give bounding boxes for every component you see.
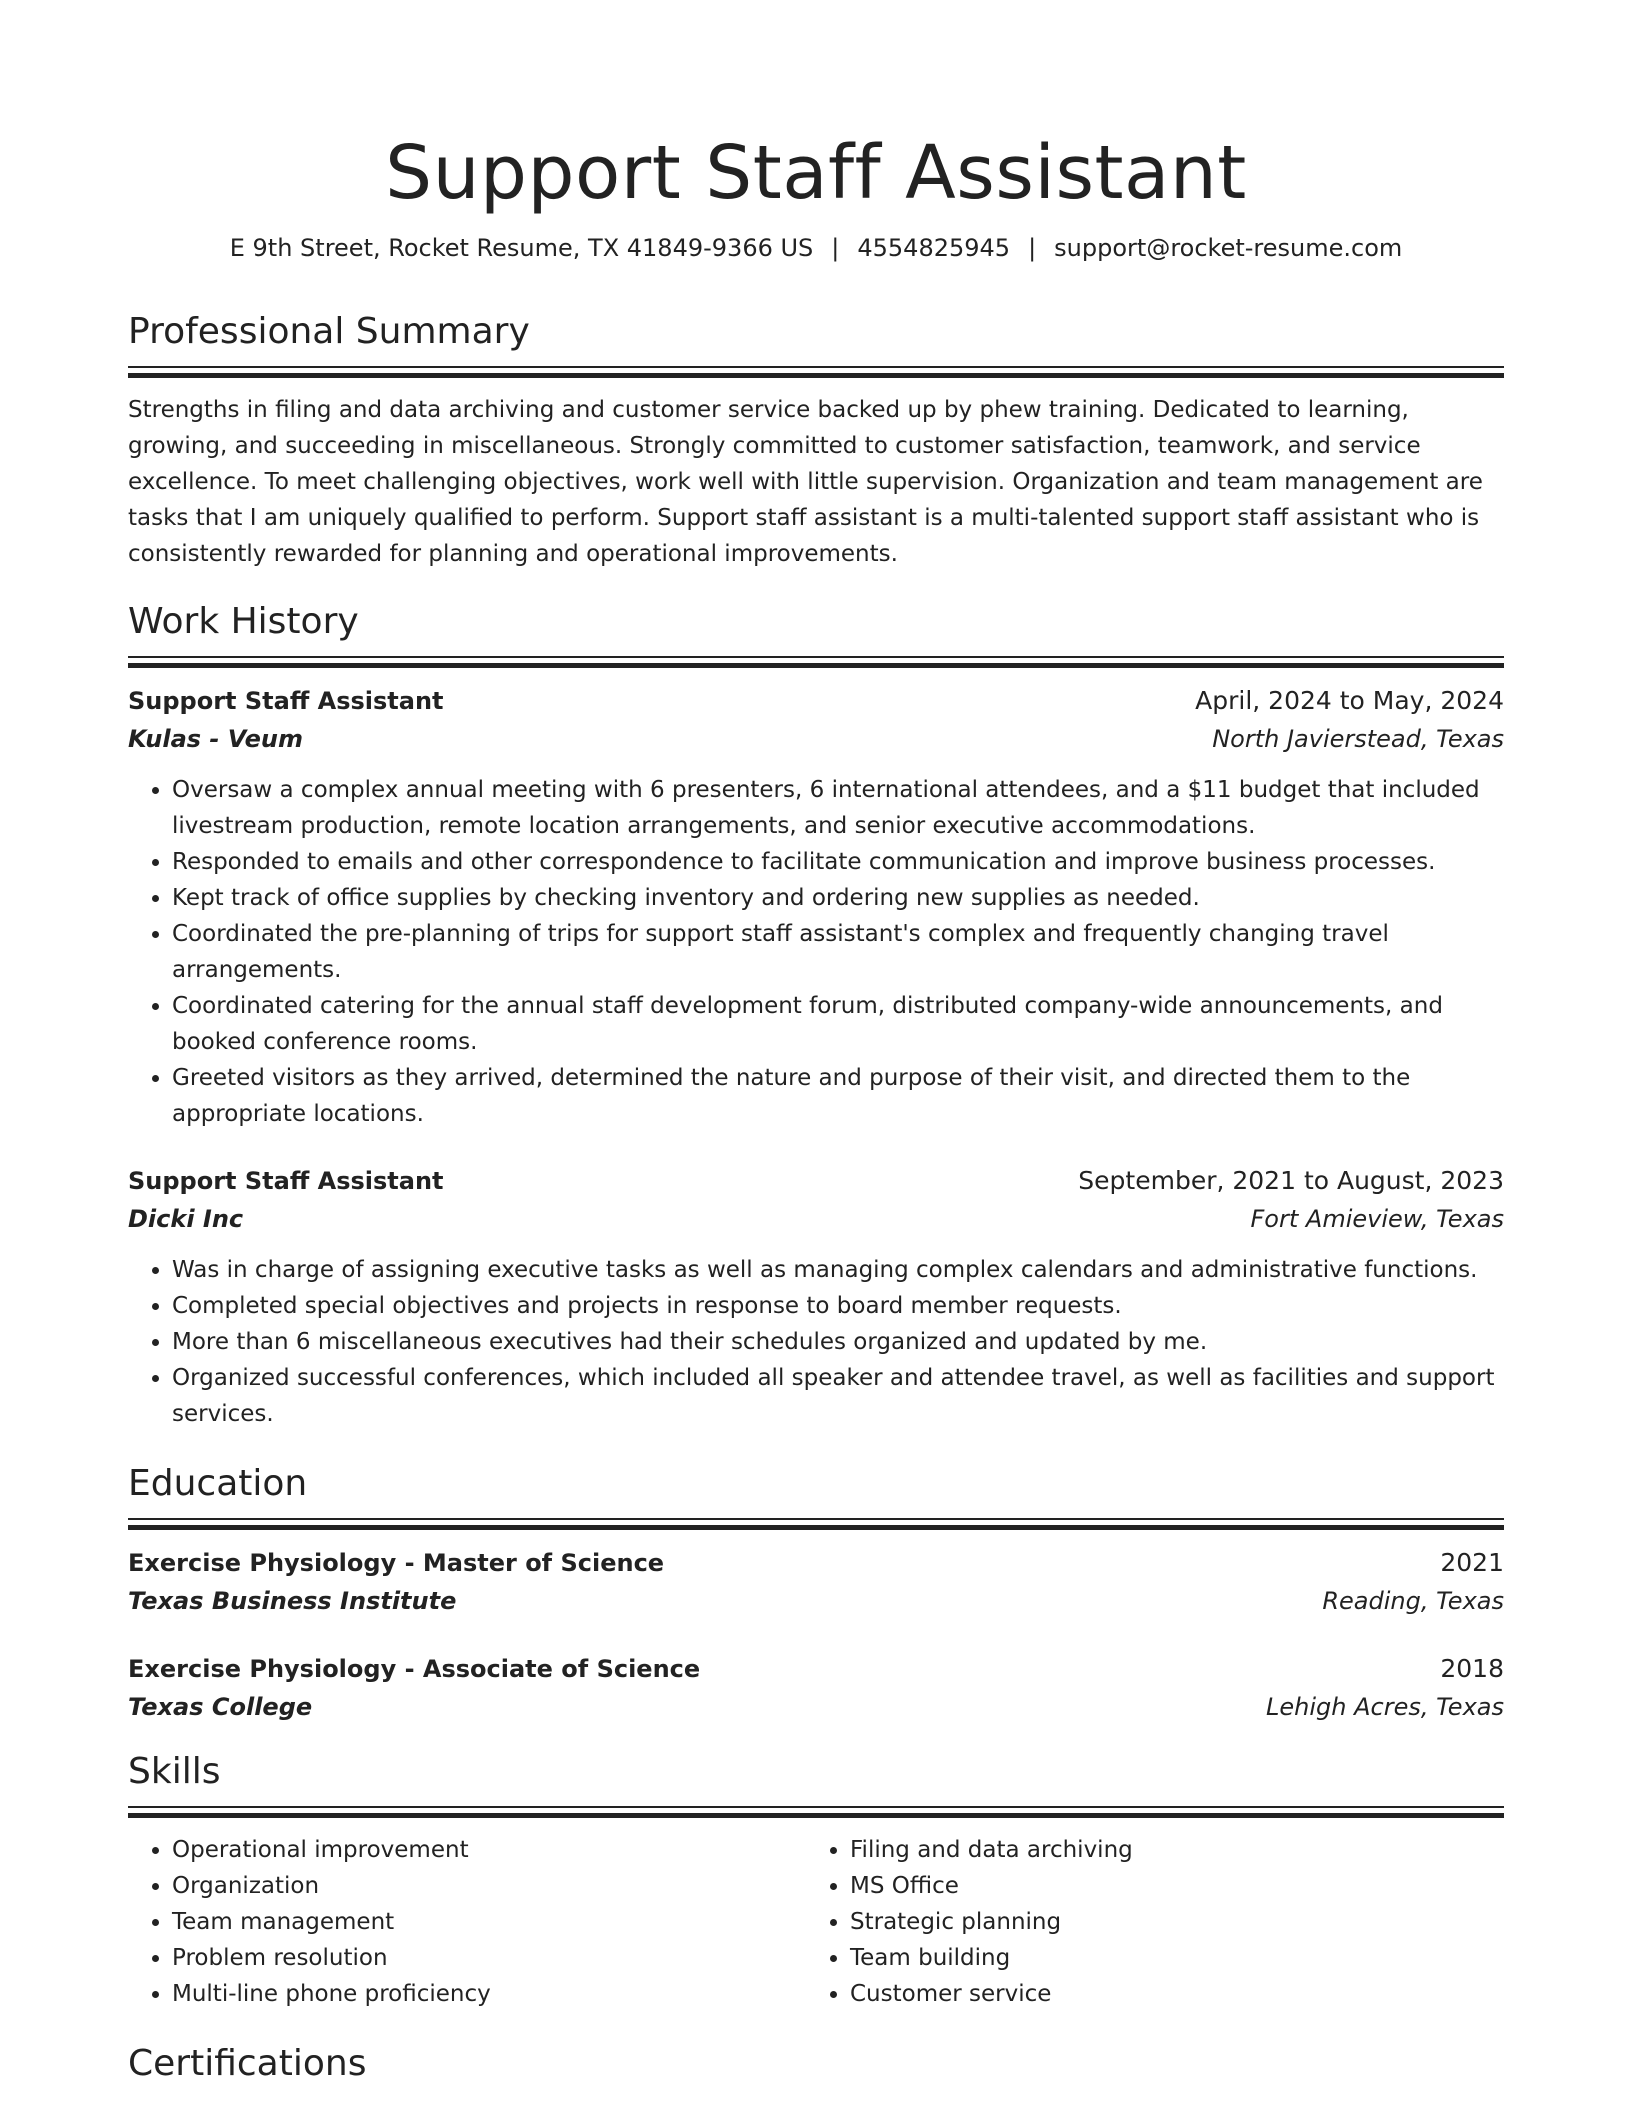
contact-address: E 9th Street, Rocket Resume, TX 41849-9366 US bbox=[229, 234, 814, 262]
contact-phone: 4554825945 bbox=[857, 234, 1011, 262]
summary-section bbox=[128, 308, 1504, 572]
section-title-certifications: Certifications bbox=[128, 2043, 367, 2084]
job-location: Fort Amieview, Texas bbox=[1250, 1205, 1504, 1233]
job-dates: April, 2024 to May, 2024 bbox=[1195, 686, 1504, 715]
job-entry bbox=[128, 682, 1504, 1132]
job-bullet: • Oversaw a complex annual meeting with 6 presenters, 6 international attendees, and a $11 budget that included livestream production, remote location arrangements, and senior executive accommodations. bbox=[172, 772, 1504, 844]
candidate-name: Support Staff Assistant bbox=[385, 130, 1247, 216]
job-company: Kulas - Veum bbox=[128, 725, 303, 753]
education-year: 2021 bbox=[1440, 1548, 1504, 1577]
skills-list bbox=[128, 1832, 1504, 2012]
education-entry bbox=[128, 1544, 1504, 1620]
job-bullet: • Completed special objectives and projects in response to board member requests. bbox=[172, 1288, 1504, 1324]
education-entry bbox=[128, 1650, 1504, 1726]
skills-column-left bbox=[128, 1832, 806, 2012]
job-bullet: • Kept track of office supplies by checking inventory and ordering new supplies as needed. bbox=[172, 880, 1504, 916]
job-bullet: • Coordinated catering for the annual staff development forum, distributed company-wide announcements, and booked conference rooms. bbox=[172, 988, 1504, 1060]
education-school: Texas Business Institute bbox=[128, 1587, 457, 1615]
job-entry bbox=[128, 1162, 1504, 1432]
education-degree: Exercise Physiology - Associate of Science bbox=[128, 1655, 701, 1683]
job-bullets bbox=[128, 1252, 1504, 1432]
job-bullet: • Responded to emails and other correspondence to facilitate communication and improve business processes. bbox=[172, 844, 1504, 880]
skill-item: • Strategic planning bbox=[850, 1904, 1484, 1940]
skill-item: • Multi-line phone proficiency bbox=[172, 1976, 806, 2012]
skill-item: • Operational improvement bbox=[172, 1832, 806, 1868]
certifications-section bbox=[128, 2040, 1504, 2088]
skill-item: • Team management bbox=[172, 1904, 806, 1940]
resume-page bbox=[128, 0, 1504, 2088]
summary-text: Strengths in filing and data archiving and customer service backed up by phew training. Dedicated to learning, growing, and succeeding in miscellaneous. Strongly committed to customer satisfaction, teamwork, and service excellence. To meet challenging objectives, work well with little supervision. Organization and team management are tasks that I am uniquely qualified to perform. Support staff assistant is a multi-talented support staff assistant who is consistently rewarded for planning and operational improvements. bbox=[128, 397, 1483, 567]
education-section bbox=[128, 1460, 1504, 1726]
job-company: Dicki Inc bbox=[128, 1205, 244, 1233]
job-bullet: • Organized successful conferences, which included all speaker and attendee travel, as well as facilities and support services. bbox=[172, 1360, 1504, 1432]
education-school: Texas College bbox=[128, 1693, 313, 1721]
contact-email: support@rocket-resume.com bbox=[1054, 234, 1403, 262]
job-title: Support Staff Assistant bbox=[128, 1167, 444, 1195]
section-divider bbox=[128, 1806, 1504, 1818]
education-location: Reading, Texas bbox=[1322, 1587, 1504, 1615]
contact-separator: | bbox=[1028, 234, 1037, 262]
skill-item: • Organization bbox=[172, 1868, 806, 1904]
section-divider bbox=[128, 656, 1504, 668]
section-divider bbox=[128, 1518, 1504, 1530]
section-title-work-history: Work History bbox=[128, 601, 359, 642]
education-location: Lehigh Acres, Texas bbox=[1266, 1693, 1504, 1721]
job-bullet: • Coordinated the pre-planning of trips for support staff assistant's complex and frequently changing travel arrangements. bbox=[172, 916, 1504, 988]
job-bullet: • Was in charge of assigning executive tasks as well as managing complex calendars and administrative functions. bbox=[172, 1252, 1504, 1288]
contact-line bbox=[128, 232, 1504, 264]
work-history-section bbox=[128, 598, 1504, 1432]
job-bullet: • Greeted visitors as they arrived, determined the nature and purpose of their visit, and directed them to the appropriate locations. bbox=[172, 1060, 1504, 1132]
skill-item: • MS Office bbox=[850, 1868, 1484, 1904]
job-bullet: • More than 6 miscellaneous executives had their schedules organized and updated by me. bbox=[172, 1324, 1504, 1360]
job-bullets bbox=[128, 772, 1504, 1132]
education-year: 2018 bbox=[1440, 1654, 1504, 1683]
skill-item: • Customer service bbox=[850, 1976, 1484, 2012]
job-dates: September, 2021 to August, 2023 bbox=[1078, 1166, 1504, 1195]
section-title-summary: Professional Summary bbox=[128, 311, 530, 352]
job-location: North Javierstead, Texas bbox=[1212, 725, 1504, 753]
section-divider bbox=[128, 366, 1504, 378]
education-degree: Exercise Physiology - Master of Science bbox=[128, 1549, 665, 1577]
job-title: Support Staff Assistant bbox=[128, 687, 444, 715]
skills-column-right bbox=[806, 1832, 1484, 2012]
contact-separator: | bbox=[831, 234, 840, 262]
section-title-education: Education bbox=[128, 1463, 308, 1504]
skill-item: • Filing and data archiving bbox=[850, 1832, 1484, 1868]
skills-section bbox=[128, 1748, 1504, 2012]
skill-item: • Team building bbox=[850, 1940, 1484, 1976]
section-title-skills: Skills bbox=[128, 1751, 221, 1792]
skill-item: • Problem resolution bbox=[172, 1940, 806, 1976]
